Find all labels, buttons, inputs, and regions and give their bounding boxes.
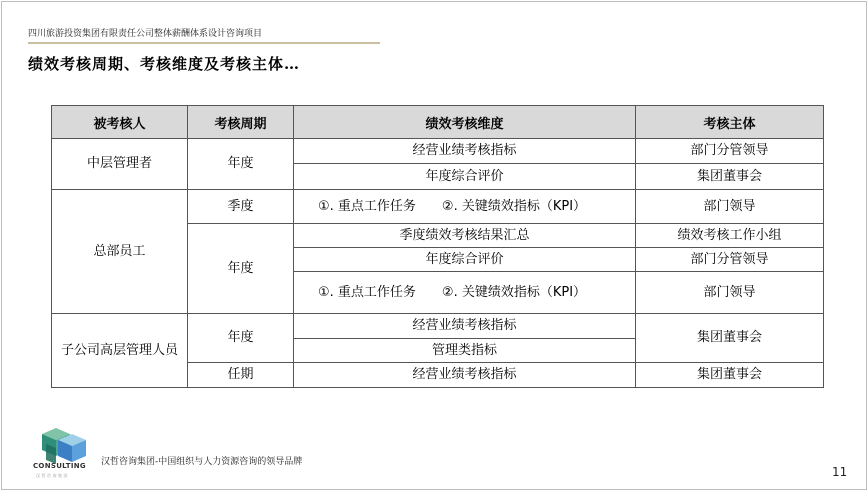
cell-dimension-kpi <box>294 190 636 224</box>
cell-period: 年度 <box>188 224 294 314</box>
logo-name: CONSULTING <box>33 462 86 470</box>
logo-subtitle: 汉哲咨询集团 <box>36 473 69 478</box>
table-header-period: 考核周期 <box>188 106 294 139</box>
table-header-person: 被考核人 <box>52 106 188 139</box>
cell-dimension: 经营业绩考核指标 <box>294 363 636 387</box>
slide-title: 绩效考核周期、考核维度及考核主体… <box>28 55 301 73</box>
cell-dimension: 年度综合评价 <box>294 164 636 190</box>
table-header-dimension: 绩效考核维度 <box>294 106 636 139</box>
cell-person-middle-manager: 中层管理者 <box>52 139 188 190</box>
cell-subject: 集团董事会 <box>696 367 762 382</box>
cell-subject: 部门领导 <box>636 190 823 224</box>
cell-dimension: 季度绩效考核结果汇总 <box>294 224 636 248</box>
cell-dimension: 年度综合评价 <box>294 248 636 272</box>
page-number: 11 <box>832 465 848 479</box>
cell-subject: 部门领导 <box>636 272 823 314</box>
cell-subject: 绩效考核工作小组 <box>636 224 823 248</box>
footer-tagline: 汉哲咨询集团-中国组织与人力资源咨询的领导品牌 <box>101 457 303 467</box>
table-header-subject: 考核主体 <box>636 106 823 139</box>
evaluation-table <box>51 105 824 388</box>
cell-dimension: 管理类指标 <box>294 339 636 363</box>
cell-subject: 集团董事会 <box>636 164 823 190</box>
dimension-key-tasks: ①. 重点工作任务 <box>318 198 416 214</box>
cell-subject: 集团董事会 <box>636 314 823 363</box>
header-divider <box>28 42 380 44</box>
cell-subject: 部门分管领导 <box>636 248 823 272</box>
cell-person-subsidiary-exec: 子公司高层管理人员 <box>52 314 188 387</box>
cell-period: 季度 <box>188 190 294 224</box>
cell-dimension: 经营业绩考核指标 <box>294 314 636 339</box>
cell-period: 年度 <box>188 314 294 363</box>
dimension-kpi: ②. 关键绩效指标（KPI） <box>441 198 587 214</box>
cell-period: 年度 <box>188 139 294 190</box>
consulting-logo-icon <box>34 424 90 466</box>
cell-person-hq-staff: 总部员工 <box>52 190 188 314</box>
cell-dimension: 经营业绩考核指标 <box>294 139 636 164</box>
cell-period: 任期 <box>188 363 294 387</box>
dimension-key-tasks: ①. 重点工作任务 <box>318 284 416 300</box>
cell-dimension-kpi <box>294 272 636 314</box>
project-title: 四川旅游投资集团有限责任公司整体薪酬体系设计咨询项目 <box>28 29 263 39</box>
cell-subject: 部门分管领导 <box>636 139 823 164</box>
dimension-kpi: ②. 关键绩效指标（KPI） <box>441 284 587 300</box>
